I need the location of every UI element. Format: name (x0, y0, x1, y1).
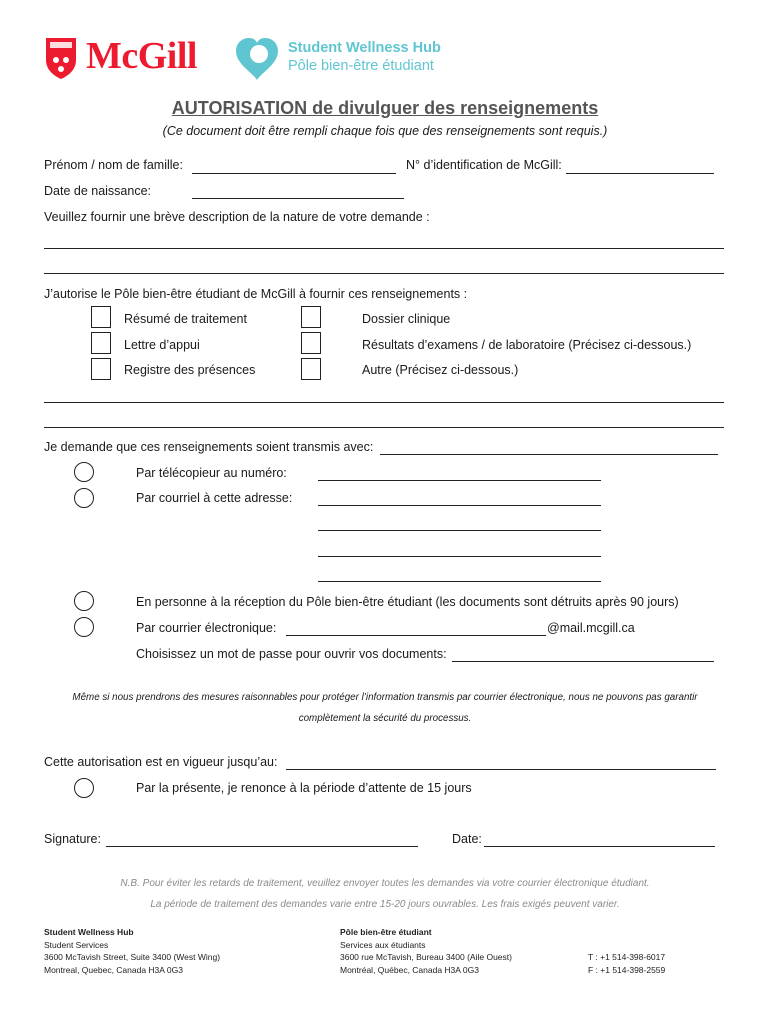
form-title: AUTORISATION de divulguer des renseignements (171, 98, 599, 118)
footer-french (340, 926, 512, 976)
note-line-2: La période de traitement des demandes varie entre 15-20 jours ouvrables. Les frais exigés peuvent varier. (150, 899, 620, 910)
date-label: Date: (452, 832, 482, 846)
signature-field[interactable] (106, 846, 418, 847)
footer-fr-title: Pôle bien-être étudiant (340, 927, 432, 937)
details-line-1[interactable] (44, 402, 724, 403)
password-label: Choisissez un mot de passe pour ouvrir vos documents: (136, 647, 447, 661)
hub-name-fr: Pôle bien-être étudiant (288, 58, 434, 74)
email-domain: @mail.mcgill.ca (547, 621, 635, 635)
checkbox-other[interactable] (301, 358, 321, 380)
checkbox-label-treatment-summary: Résumé de traitement (124, 312, 247, 326)
signature-label: Signature: (44, 832, 101, 846)
footer-phone: T : +1 514-398-6017 (588, 952, 666, 962)
checkbox-clinical-file[interactable] (301, 306, 321, 328)
dob-label: Date de naissance: (44, 184, 152, 198)
footer-fax: F : +1 514-398-2559 (588, 964, 666, 975)
mcgill-crest-icon (44, 36, 78, 80)
email-field[interactable] (286, 635, 546, 636)
footer-en-line1: Student Services (44, 939, 109, 950)
checkbox-label-support-letter: Lettre d’appui (124, 338, 200, 352)
waiver-label: Par la présente, je renonce à la période d’attente de 15 jours (136, 781, 472, 795)
mail-address-line-3[interactable] (318, 556, 601, 557)
password-field[interactable] (452, 661, 714, 662)
heart-location-icon (232, 36, 282, 82)
checkbox-label-attendance-record: Registre des présences (124, 363, 256, 377)
footer-en-title: Student Wellness Hub (44, 927, 134, 937)
authorize-text: J’autorise le Pôle bien-être étudiant de McGill à fournir ces renseignements : (44, 287, 468, 301)
date-field[interactable] (484, 846, 715, 847)
checkbox-label-clinical-file: Dossier clinique (362, 312, 451, 326)
description-line-2[interactable] (44, 273, 724, 274)
note-line-1: N.B. Pour éviter les retards de traitement, veuillez envoyer toutes les demandes via votre courrier électronique étudiant. (120, 878, 650, 889)
dob-field[interactable] (192, 198, 404, 199)
checkbox-label-test-results: Résultats d’examens / de laboratoire (Précisez ci-dessous.) (362, 338, 692, 352)
footer-english (44, 926, 220, 976)
description-line-1[interactable] (44, 248, 724, 249)
name-field[interactable] (192, 173, 396, 174)
footer-fr-line1: Services aux étudiants (340, 939, 426, 950)
footer-fr-line3: Montréal, Québec, Canada H3A 0G3 (340, 964, 479, 975)
mail-address-line-4[interactable] (318, 581, 601, 582)
checkbox-attendance-record[interactable] (91, 358, 111, 380)
disclaimer-line-1: Même si nous prendrons des mesures raisonnables pour protéger l’information transmis par courrier électronique, nous ne pouvons pas garantir (72, 692, 698, 703)
footer-en-line2: 3600 McTavish Street, Suite 3400 (West Wing) (44, 952, 221, 962)
in-person-label: En personne à la réception du Pôle bien-être étudiant (les documents sont détruits après 90 jours) (136, 595, 679, 609)
fax-number-field[interactable] (318, 480, 601, 481)
checkbox-test-results[interactable] (301, 332, 321, 354)
transmit-field[interactable] (380, 454, 718, 455)
mail-label: Par courriel à cette adresse: (136, 491, 293, 505)
footer-fr-line2: 3600 rue McTavish, Bureau 3400 (Aile Ouest) (340, 952, 512, 962)
fax-label: Par télécopieur au numéro: (136, 466, 287, 480)
mcgill-id-field[interactable] (566, 173, 714, 174)
radio-mail[interactable] (74, 488, 94, 508)
email-label: Par courrier électronique: (136, 621, 277, 635)
name-label: Prénom / nom de famille: (44, 158, 183, 172)
radio-in-person[interactable] (74, 591, 94, 611)
form-subtitle: (Ce document doit être rempli chaque fois que des renseignements sont requis.) (162, 124, 608, 138)
footer-en-line3: Montreal, Quebec, Canada H3A 0G3 (44, 964, 183, 975)
validity-label: Cette autorisation est en vigueur jusqu’au: (44, 755, 278, 769)
mcgill-wordmark: McGill (86, 35, 197, 77)
id-label: N° d’identification de McGill: (406, 158, 562, 172)
footer-contact (588, 951, 665, 976)
mail-address-line-2[interactable] (318, 530, 601, 531)
radio-email[interactable] (74, 617, 94, 637)
disclaimer-line-2: complètement la sécurité du processus. (298, 713, 472, 724)
mail-address-line-1[interactable] (318, 505, 601, 506)
checkbox-treatment-summary[interactable] (91, 306, 111, 328)
radio-waiver[interactable] (74, 778, 94, 798)
hub-name-en: Student Wellness Hub (288, 40, 441, 56)
transmit-text: Je demande que ces renseignements soient transmis avec: (44, 440, 374, 454)
validity-date-field[interactable] (286, 769, 716, 770)
details-line-2[interactable] (44, 427, 724, 428)
radio-fax[interactable] (74, 462, 94, 482)
checkbox-label-other: Autre (Précisez ci-dessous.) (362, 363, 519, 377)
checkbox-support-letter[interactable] (91, 332, 111, 354)
description-label: Veuillez fournir une brève description de la nature de votre demande : (44, 210, 430, 224)
